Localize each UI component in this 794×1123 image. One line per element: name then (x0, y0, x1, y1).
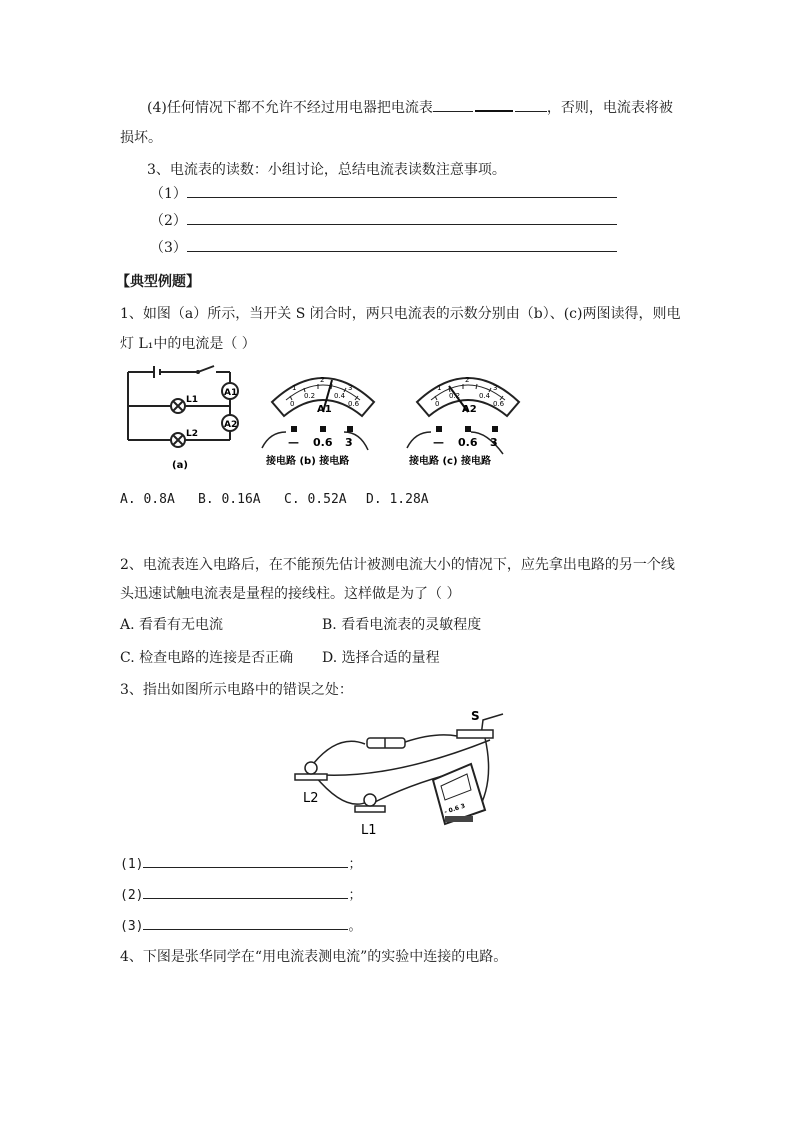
q2-option-b: B. 看看电流表的灵敏程度 (322, 617, 482, 633)
lamp-l1-bulb-icon (364, 794, 376, 806)
switch-icon (457, 730, 493, 738)
q1-ammeter-b (260, 362, 386, 470)
q1-ammeter-c (405, 362, 531, 470)
circuit-a-caption: (a) (172, 460, 188, 471)
ammeter-icon (433, 764, 485, 824)
svg-text:0: 0 (290, 400, 295, 408)
q1-option-d: D. 1.28A (366, 492, 429, 507)
caption-b: 接电路 (b) 接电路 (266, 456, 350, 467)
item-4-line (147, 97, 673, 117)
lamp-l2-label: L2 (186, 429, 198, 439)
svg-text:3: 3 (493, 384, 498, 392)
caption-c: 接电路 (c) 接电路 (409, 456, 492, 467)
svg-text:0.6: 0.6 (313, 436, 333, 449)
lamp-l2-base-icon (295, 774, 327, 780)
ammeter-scale-label: - 0.6 3 (443, 802, 467, 816)
lamp-l1-label: L1 (186, 395, 198, 405)
q3-answer-3: (3) 。 (120, 919, 362, 934)
svg-text:0.6: 0.6 (493, 400, 505, 408)
svg-text:0.6: 0.6 (348, 400, 360, 408)
item-4-cont: 损坏。 (120, 130, 162, 146)
item-4-suffix: ，否则，电流表将被 (546, 100, 673, 116)
svg-text:0.4: 0.4 (334, 392, 346, 400)
q1-option-a: A. 0.8A (120, 492, 175, 507)
examples-heading: 【典型例题】 (116, 274, 200, 290)
svg-text:2: 2 (320, 376, 325, 384)
switch-label: S (471, 709, 480, 723)
q2-option-c: C. 检查电路的连接是否正确 (120, 650, 294, 666)
q1-stem-line2: 灯 L₁中的电流是（ ） (120, 336, 256, 352)
meter-a2-label: A2 (224, 420, 238, 430)
q3-lamp-l2-label: L2 (303, 791, 319, 806)
lamp-l1-base-icon (355, 806, 385, 812)
q2-option-a: A. 看看有无电流 (120, 617, 224, 633)
svg-text:0.2: 0.2 (304, 392, 316, 400)
svg-text:—: — (288, 436, 299, 449)
blank-4c (515, 111, 547, 112)
svg-text:1: 1 (292, 384, 297, 392)
reading-note-3: （3） (150, 237, 617, 257)
blank-4a (433, 111, 473, 112)
q2-stem-line2: 头迅速试触电流表是量程的接线柱。这样做是为了（ ） (120, 586, 461, 602)
q3-answer-2: (2) ； (120, 888, 362, 903)
battery-icon (367, 738, 405, 748)
q3-lamp-l1-label: L1 (361, 823, 377, 838)
blank-4b (475, 110, 513, 112)
svg-text:0.4: 0.4 (479, 392, 491, 400)
svg-text:0.6: 0.6 (458, 436, 478, 449)
svg-text:3: 3 (345, 436, 353, 449)
reading-note-1: （1） (150, 183, 617, 203)
svg-text:3: 3 (348, 384, 353, 392)
item-4-prefix: (4)任何情况下都不允许不经过用电器把电流表 (147, 100, 433, 116)
q2-stem-line1: 2、电流表连入电路后，在不能预先估计被测电流大小的情况下，应先拿出电路的另一个线 (120, 557, 675, 573)
reading-note-2: （2） (150, 210, 617, 230)
lamp-l2-bulb-icon (305, 762, 317, 774)
meter-c-label: A2 (462, 404, 477, 415)
meter-a1-label: A1 (224, 388, 238, 398)
meter-b-label: A1 (317, 404, 332, 415)
svg-text:0.2: 0.2 (449, 392, 461, 400)
q3-answer-1: (1) ； (120, 857, 362, 872)
svg-text:2: 2 (465, 376, 470, 384)
svg-text:0: 0 (435, 400, 440, 408)
svg-text:3: 3 (490, 436, 498, 449)
q1-stem-line1: 1、如图（a）所示，当开关 S 闭合时，两只电流表的示数分别由（b）、(c)两图读得，则电 (120, 306, 681, 322)
q1-option-c: C. 0.52A (284, 492, 347, 507)
q3-circuit-photo (285, 702, 515, 842)
q3-stem: 3、指出如图所示电路中的错误之处： (120, 682, 353, 698)
svg-text:1: 1 (437, 384, 442, 392)
q2-option-d: D. 选择合适的量程 (322, 650, 440, 666)
q1-option-b: B. 0.16A (198, 492, 261, 507)
q1-circuit-diagram (118, 360, 248, 475)
q4-stem: 4、下图是张华同学在“用电流表测电流”的实验中连接的电路。 (120, 949, 508, 965)
section3-title: 3、电流表的读数：小组讨论，总结电流表读数注意事项。 (147, 162, 506, 178)
svg-text:—: — (433, 436, 444, 449)
